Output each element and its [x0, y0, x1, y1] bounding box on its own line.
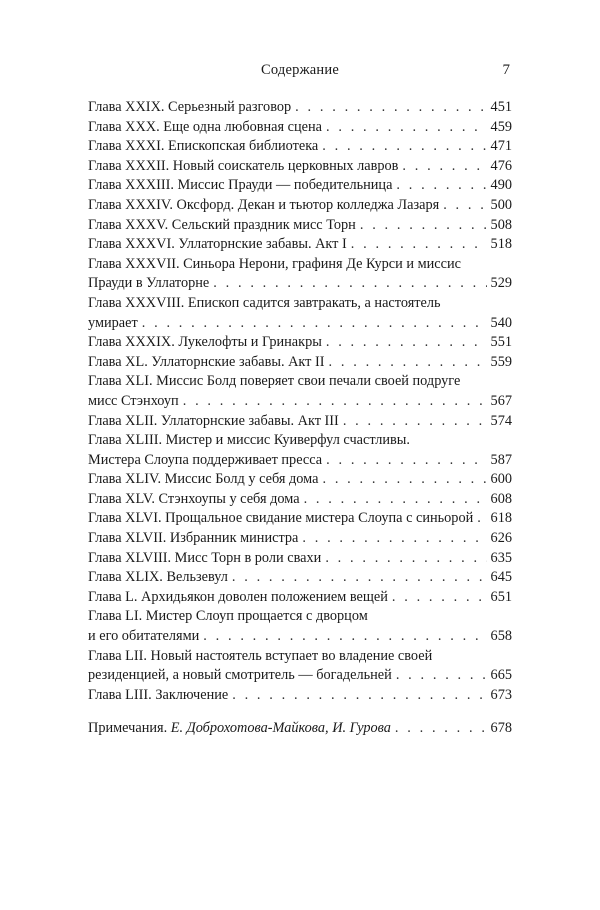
toc-notes-entry: [88, 719, 512, 739]
toc-entry-title: Глава XLI. Миссис Болд поверяет свои печали своей подруге: [88, 373, 461, 390]
toc-entry-line: [88, 568, 512, 588]
dot-leader: [477, 509, 486, 529]
toc-entry-title: Глава LII. Новый настоятель вступает во владение своей: [88, 647, 433, 664]
toc-entry-line: [88, 392, 512, 412]
toc-entry: [88, 686, 512, 706]
toc-entry-title: Глава XLII. Уллаторнские забавы. Акт III: [88, 412, 339, 429]
toc-entry-title: Глава XXXIV. Оксфорд. Декан и тьютор колледжа Лазаря: [88, 196, 440, 213]
toc-entry: [88, 470, 512, 490]
toc-entry-line: [88, 627, 512, 647]
toc-entry-line: [88, 588, 512, 608]
toc-entry-title: Глава XLV. Стэнхоупы у себя дома: [88, 490, 300, 507]
toc-entry-line: [88, 451, 512, 471]
toc-entry-title: мисс Стэнхоуп: [88, 392, 179, 409]
dot-leader: [232, 686, 486, 706]
toc-entry: [88, 255, 512, 294]
dot-leader: [213, 274, 486, 294]
toc-entry-page: 540: [490, 314, 512, 331]
dot-leader: [142, 314, 487, 334]
toc-entry-title: Глава XXXV. Сельский праздник мисс Торн: [88, 216, 356, 233]
toc-entry-title: Глава XXX. Еще одна любовная сцена: [88, 118, 322, 135]
toc-entry: [88, 490, 512, 510]
toc-entry-title: Глава XLIX. Вельзевул: [88, 569, 228, 586]
dot-leader: [295, 98, 486, 118]
toc-entry: [88, 588, 512, 608]
toc-entry-title: Глава L. Архидьякон доволен положением вещей: [88, 588, 388, 605]
toc-entry-page: 587: [490, 451, 512, 468]
toc-entry: [88, 549, 512, 569]
toc-entry-line: [88, 647, 512, 667]
toc-entry-title: Глава XXIX. Серьезный разговор: [88, 99, 292, 115]
toc-entry-page: 508: [490, 216, 512, 233]
toc-entry-page: 518: [490, 236, 512, 253]
dot-leader: [443, 196, 486, 216]
toc-entry-line: [88, 607, 512, 627]
toc-entry-title: Глава XXXVI. Уллаторнские забавы. Акт I: [88, 236, 347, 253]
running-head: [90, 62, 510, 84]
dot-leader: [351, 235, 487, 255]
toc-entry-title: Глава XXXII. Новый соискатель церковных лавров: [88, 157, 399, 174]
table-of-contents: [88, 98, 512, 739]
dot-leader: [326, 451, 486, 471]
toc-entry-line: [88, 314, 512, 334]
toc-entry-title: Глава LI. Мистер Слоуп прощается с дворцом: [88, 608, 368, 625]
toc-entry-page: 651: [490, 588, 512, 605]
toc-entry-line: [88, 333, 512, 353]
toc-entry-line: [88, 372, 512, 392]
toc-entry: [88, 333, 512, 353]
toc-entry-line: [88, 470, 512, 490]
toc-entry: [88, 412, 512, 432]
toc-entry-page: 500: [490, 196, 512, 213]
toc-entry: [88, 235, 512, 255]
toc-entry-page: 551: [490, 334, 512, 351]
toc-entry-page: 559: [490, 353, 512, 370]
toc-entry-page: 645: [490, 569, 512, 586]
toc-notes-line: [88, 719, 512, 739]
dot-leader: [396, 176, 486, 196]
dot-leader: [343, 412, 487, 432]
toc-entry-title: Глава XL. Уллаторнские забавы. Акт II: [88, 353, 325, 370]
dot-leader: [183, 392, 487, 412]
toc-entry-line: [88, 196, 512, 216]
dot-leader: [396, 666, 487, 686]
dot-leader: [322, 470, 486, 490]
toc-entry: [88, 431, 512, 470]
toc-entry: [88, 157, 512, 177]
toc-entry-line: [88, 509, 512, 529]
running-title: Содержание: [261, 62, 339, 78]
toc-entry-page: 658: [490, 628, 512, 645]
toc-entry-page: 574: [490, 412, 512, 429]
toc-entry-title: Глава XLVI. Прощальное свидание мистера Слоупа с синьорой: [88, 510, 474, 527]
dot-leader: [322, 137, 486, 157]
toc-entry-line: [88, 216, 512, 236]
toc-entry-page: 635: [490, 549, 512, 566]
dot-leader: [392, 588, 487, 608]
toc-entry-page: 567: [490, 392, 512, 409]
toc-entry-page: 529: [490, 275, 512, 292]
toc-entry-line: [88, 686, 512, 706]
toc-entry: [88, 509, 512, 529]
toc-entry-title: Прауди в Уллаторне: [88, 275, 210, 292]
notes-label: Примечания.: [88, 720, 168, 737]
toc-entry-line: [88, 294, 512, 314]
toc-entry-line: [88, 137, 512, 157]
toc-entry: [88, 353, 512, 373]
toc-entry-line: [88, 666, 512, 686]
toc-entry-page: 471: [490, 138, 512, 155]
toc-entry-line: [88, 412, 512, 432]
toc-entry-line: [88, 235, 512, 255]
toc-entry-line: [88, 176, 512, 196]
dot-leader: [395, 719, 487, 739]
toc-entry: [88, 568, 512, 588]
toc-entry-line: [88, 98, 512, 118]
dot-leader: [329, 353, 487, 373]
toc-entry-page: 618: [490, 510, 512, 527]
toc-entry: [88, 647, 512, 686]
toc-entry: [88, 196, 512, 216]
page-number: 7: [502, 62, 510, 78]
notes-authors: Е. Доброхотова-Майкова, И. Гурова: [170, 720, 391, 737]
toc-entry: [88, 607, 512, 646]
dot-leader: [325, 549, 486, 569]
toc-entry: [88, 118, 512, 138]
dot-leader: [232, 568, 487, 588]
toc-entry-title: Глава LIII. Заключение: [88, 686, 229, 703]
toc-entry-line: [88, 118, 512, 138]
toc-entry-line: [88, 549, 512, 569]
toc-entry: [88, 294, 512, 333]
toc-entry-line: [88, 255, 512, 275]
toc-entry-title: Глава XXXI. Епископская библиотека: [88, 138, 319, 155]
toc-entry-title: Глава XLIII. Мистер и миссис Куиверфул счастливы.: [88, 432, 410, 449]
toc-entry: [88, 372, 512, 411]
toc-entry: [88, 529, 512, 549]
notes-page: 678: [490, 720, 512, 737]
toc-entry-page: 673: [490, 686, 512, 703]
toc-entry-page: 626: [490, 530, 512, 547]
toc-entry-line: [88, 157, 512, 177]
toc-entry-title: Глава XLIV. Миссис Болд у себя дома: [88, 471, 319, 488]
dot-leader: [326, 333, 487, 353]
toc-entry-page: 490: [490, 177, 512, 194]
dot-leader: [302, 529, 486, 549]
toc-entry-line: [88, 431, 512, 451]
toc-entry: [88, 98, 512, 118]
dot-leader: [326, 118, 487, 138]
toc-entry-page: 476: [490, 157, 512, 174]
toc-entry: [88, 176, 512, 196]
toc-entry-title: Глава XXXVII. Синьора Нерони, графиня Де Курси и миссис: [88, 255, 461, 272]
toc-entry-line: [88, 490, 512, 510]
toc-entry-title: Глава XLVII. Избранник министра: [88, 530, 299, 547]
toc-entry-page: 459: [490, 118, 512, 135]
toc-entry-title: резиденцией, а новый смотритель — богадельней: [88, 667, 392, 684]
toc-entry-title: и его обитателями: [88, 628, 200, 645]
toc-entry-title: умирает: [88, 314, 138, 331]
toc-entry: [88, 137, 512, 157]
toc-entry-title: Мистера Слоупа поддерживает пресса: [88, 451, 323, 468]
toc-entry-page: 608: [490, 490, 512, 507]
toc-entry-line: [88, 274, 512, 294]
dot-leader: [402, 157, 486, 177]
dot-leader: [203, 627, 486, 647]
toc-entry: [88, 216, 512, 236]
toc-entry-line: [88, 529, 512, 549]
dot-leader: [304, 490, 487, 510]
toc-entry-title: Глава XXXVIII. Епископ садится завтракать, а настоятель: [88, 294, 441, 311]
toc-entry-page: 451: [490, 99, 512, 115]
dot-leader: [360, 216, 487, 236]
toc-entry-title: Глава XXXIII. Миссис Прауди — победительница: [88, 177, 393, 194]
toc-entry-page: 665: [490, 667, 512, 684]
toc-entry-page: 600: [490, 471, 512, 488]
toc-entry-title: Глава XLVIII. Мисс Торн в роли свахи: [88, 549, 322, 566]
toc-entry-title: Глава XXXIX. Лукелофты и Гринакры: [88, 334, 322, 351]
toc-entry-line: [88, 353, 512, 373]
